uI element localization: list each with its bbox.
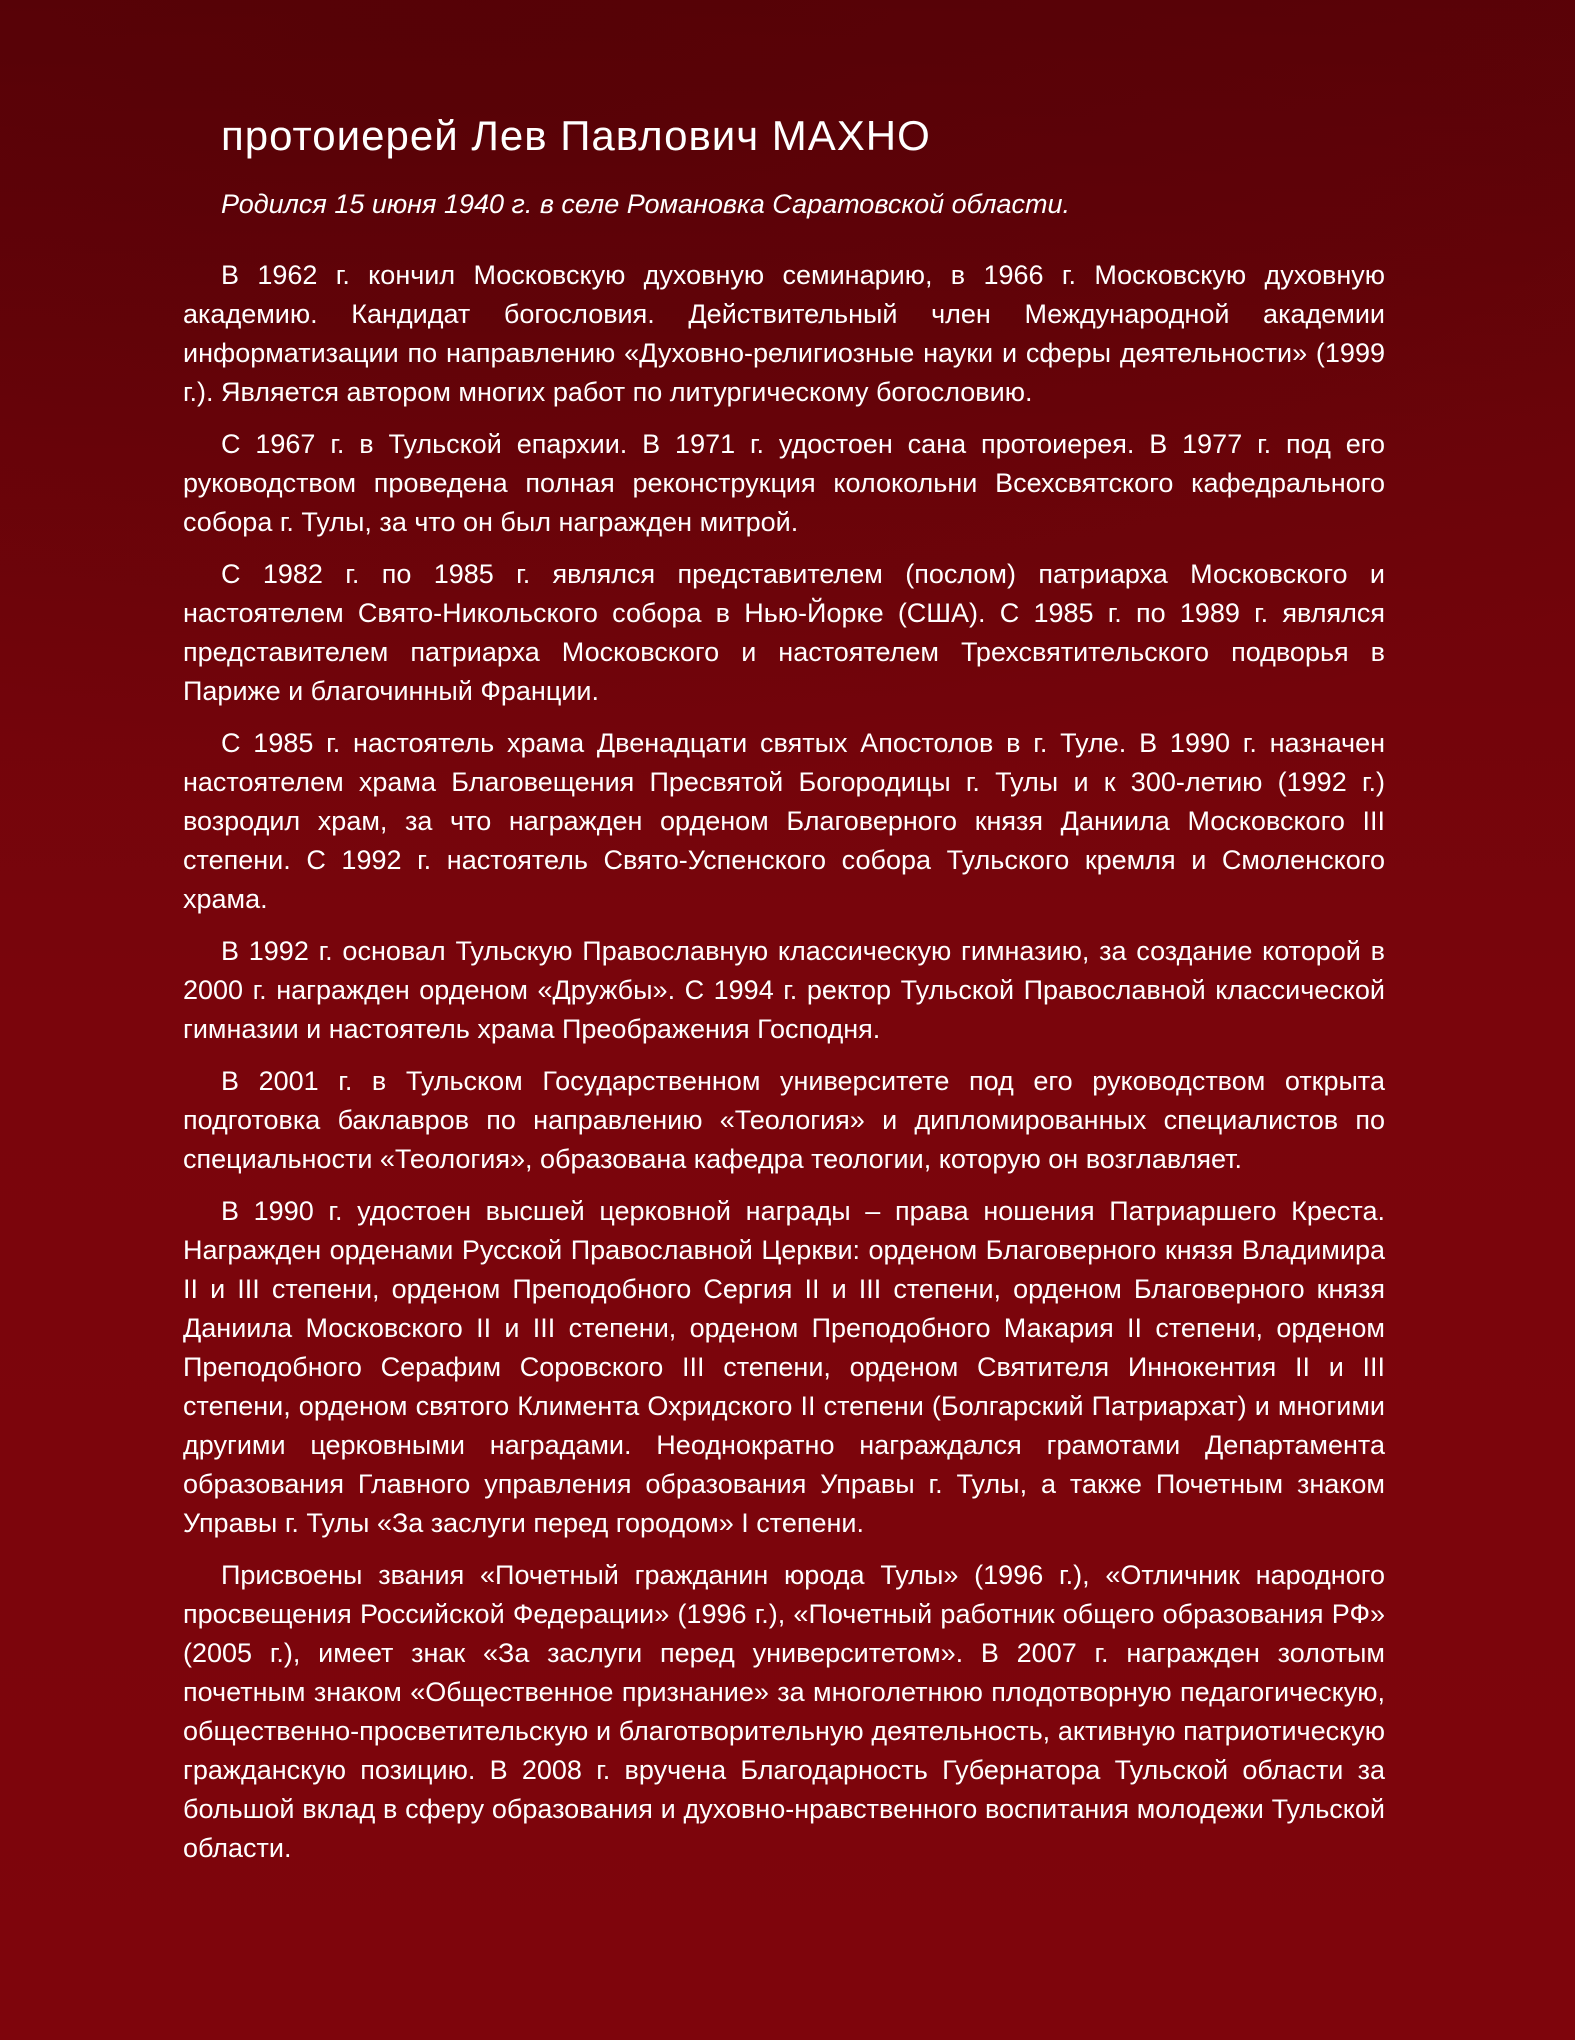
biography-body bbox=[183, 256, 1385, 1868]
paragraph-gymnasium: В 1992 г. основал Тульскую Православную классическую гимназию, за создание которой в 2000 г. награжден орденом «Дружбы». С 1994 г. ректор Тульской Православной классической гимназии и настоятель храма Преображения Господня. bbox=[183, 936, 1385, 1044]
paragraph-university: В 2001 г. в Тульском Государственном университете под его руководством открыта подготовка баклавров по направлению «Теология» и дипломированных специалистов по специальности «Теология», образована кафедра теологии, которую он возглавляет. bbox=[183, 1066, 1385, 1174]
page-title: протоиерей Лев Павлович МАХНО bbox=[221, 112, 931, 159]
paragraph-churches: С 1985 г. настоятель храма Двенадцати святых Апостолов в г. Туле. В 1990 г. назначен настоятелем храма Благовещения Пресвятой Богородицы г. Тулы и к 300-летию (1992 г.) возродил храм, за что награжден орденом Благоверного князя Даниила Московского III степени. С 1992 г. настоятель Свято-Успенского собора Тульского кремля и Смоленского храма. bbox=[183, 728, 1385, 914]
paragraph-tula-diocese: С 1967 г. в Тульской епархии. В 1971 г. удостоен сана протоиерея. В 1977 г. под его руководством проведена полная реконструкция колокольни Всехсвятского кафедрального собора г. Тулы, за что он был награжден митрой. bbox=[183, 429, 1385, 537]
document-page bbox=[183, 100, 1385, 1881]
birth-info: Родился 15 июня 1940 г. в селе Романовка Саратовской области. bbox=[221, 189, 1070, 219]
paragraph-education: В 1962 г. кончил Московскую духовную семинарию, в 1966 г. Московскую духовную академию. Кандидат богословия. Действительный член Международной академии информатизации по направлению «Духовно-религиозные науки и сферы деятельности» (1999 г.). Является автором многих работ по литургическому богословию. bbox=[183, 260, 1385, 407]
paragraph-representation: С 1982 г. по 1985 г. являлся представителем (послом) патриарха Московского и настоятелем Свято-Никольского собора в Нью-Йорке (США). С 1985 г. по 1989 г. являлся представителем патриарха Московского и настоятелем Трехсвятительского подворья в Париже и благочинный Франции. bbox=[183, 559, 1385, 706]
paragraph-awards: В 1990 г. удостоен высшей церковной награды – права ношения Патриаршего Креста. Награжден орденами Русской Православной Церкви: орденом Благоверного князя Владимира II и III степени, орденом Преподобного Сергия II и III степени, орденом Благоверного князя Даниила Московского II и III степени, орденом Преподобного Макария II степени, орденом Преподобного Серафим Соровского III степени, орденом Святителя Иннокентия II и III степени, орденом святого Климента Охридского II степени (Болгарский Патриархат) и многими другими церковными наградами. Неоднократно награждался грамотами Департамента образования Главного управления образования Управы г. Тулы, а также Почетным знаком Управы г. Тулы «За заслуги перед городом» I степени. bbox=[183, 1196, 1385, 1538]
paragraph-titles: Присвоены звания «Почетный гражданин юрода Тулы» (1996 г.), «Отличник народного просвещения Российской Федерации» (1996 г.), «Почетный работник общего образования РФ» (2005 г.), имеет знак «За заслуги перед университетом». В 2007 г. награжден золотым почетным знаком «Общественное признание» за многолетнюю плодотворную педагогическую, общественно-просветительскую и благотворительную деятельность, активную патриотическую гражданскую позицию. В 2008 г. вручена Благодарность Губернатора Тульской области за большой вклад в сферу образования и духовно-нравственного воспитания молодежи Тульской области. bbox=[183, 1560, 1385, 1863]
